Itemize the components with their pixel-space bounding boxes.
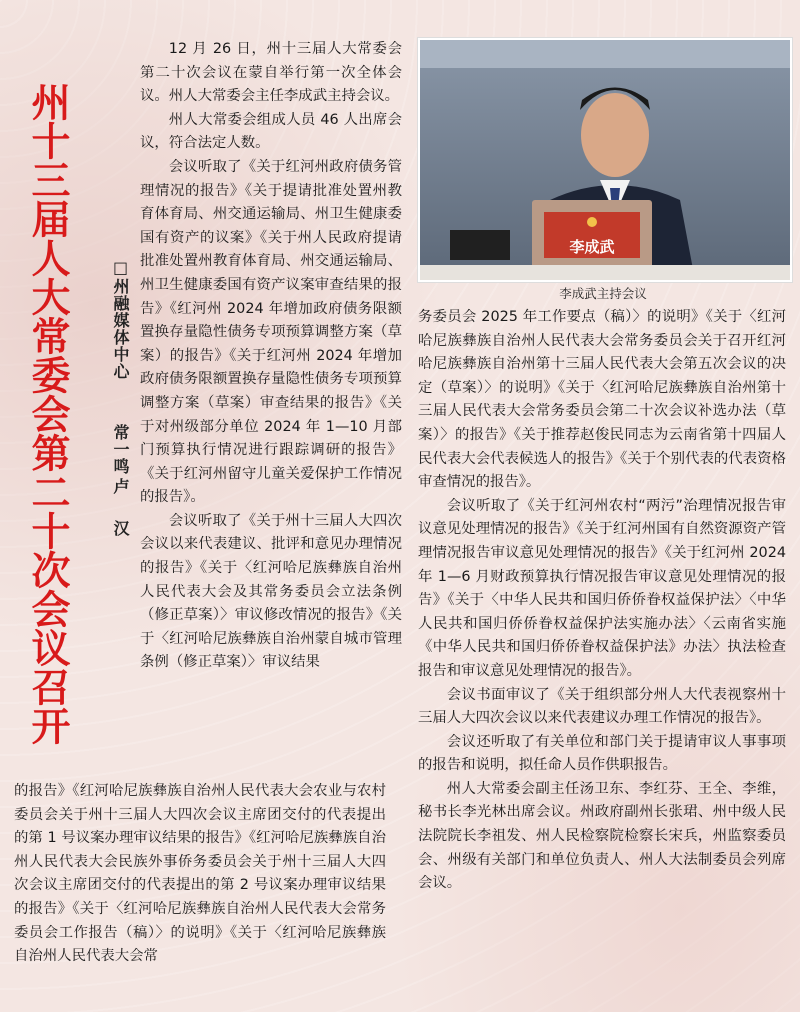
photo-caption: 李成武主持会议 [559,286,647,301]
paragraph: 务委员会 2025 年工作要点（稿）〉的说明》《关于〈红河哈尼族彝族自治州人民代表大会常务委员会关于召开红河哈尼族彝族自治州第十三届人民代表大会第五次会议的决定（草案）〉的说明》《关于〈红河哈尼族彝族自治州第十三届人民代表大会常务委员会第二十次会议补选办法（草案）〉的报告》《关于推荐赵俊民同志为云南省第十四届人民代表大会代表候选人的报告》《关于个别代表的代表资格审查情况的报告》。 [418,309,786,491]
paragraph: 会议还听取了有关单位和部门关于提请审议人事事项的报告和说明，拟任命人员作供职报告。 [418,733,786,774]
paragraph: 会议听取了《关于州十三届人大四次会议以来代表建议、批评和意见办理情况的报告》《关于〈红河哈尼族彝族自治州人民代表大会及其常务委员会立法条例（修正草案）〉审议修改情况的报告》《关于〈红河哈尼族彝族自治州蒙自城市管理条例（修正草案）〉审议结果 [140,512,402,671]
paragraph: 会议听取了《关于红河州政府债务管理情况的报告》《关于提请批准处置州教育体育局、州交通运输局、州卫生健康委国有资产的议案》《关于州人民政府提请批准处置州教育体育局、州交通运输局、州卫生健康委国有资产议案审查结果的报告》《红河州 2024 年增加政府债务限额置换存量隐性债务专项预算调整方案（草案）的报告》《关于红河州 2024 年增加政府债务限额置换存量隐性债务专项预算调整方案（草案）审查结果的报告》《关于对州级部分单位 2024 年 1—10 月部门预算执行情况进行跟踪调研的报告》《关于红河州留守儿童关爱保护工作情况的报告》。 [140,158,402,506]
paragraph: 州人大常委会组成人员 46 人出席会议，符合法定人数。 [140,111,402,152]
paragraph: 州人大常委会副主任汤卫东、李红芬、王全、李维，秘书长李光林出席会议。州政府副州长张珺、州中级人民法院院长李祖发、州人民检察院检察长宋兵，州监察委员会、州级有关部门和单位负责人、州人大法制委员会列席会议。 [418,780,786,892]
article-column-right [418,306,786,896]
page-title: 州十三届人大常委会第二十次会议召开 [25,82,70,745]
byline-author-1: 常一鸣 [111,424,130,475]
article-column-bottom: 的报告》《红河哈尼族彝族自治州人民代表大会农业与农村委员会关于州十三届人大四次会议主席团交付的代表提出的第 1 号议案办理审议结果的报告》《红河哈尼族彝族自治州人民代表大会民族外事侨务委员会关于州十三届人大四次会议主席团交付的代表提出的第 2 号议案办理审议结果的报告》《关于〈红河哈尼族彝族自治州人民代表大会常务委员会工作报告（稿）〉的说明》《关于〈红河哈尼族彝族自治州人民代表大会常 [14,783,386,965]
byline-author-2: 卢 [111,478,130,495]
paragraph: 会议听取了《关于红河州农村“两污”治理情况报告审议意见处理情况的报告》《关于红河州国有自然资源资产管理情况报告审议意见处理情况的报告》《关于红河州 2024 年 1—6 月财政预算执行情况报告审议意见处理情况的报告》《关于〈中华人民共和国归侨侨眷权益保护法〉〈中华人民共和国归侨侨眷权益保护法实施办法〉〈云南省实施《中华人民共和国归侨侨眷权益保护法》办法〉执法检查报告和审议意见处理情况的报告》。 [418,497,786,679]
paragraph: 会议书面审议了《关于组织部分州人大代表视察州十三届人大四次会议以来代表建议办理工作情况的报告》。 [418,686,786,727]
byline-source: □州融媒体中心 [111,258,130,380]
meeting-photo [418,38,792,282]
byline-author-3: 汉 [111,520,130,537]
paragraph: 12 月 26 日，州十三届人大常委会第二十次会议在蒙自举行第一次全体会议。州人大常委会主任李成武主持会议。 [140,41,402,105]
article-column-left [140,38,402,675]
nameplate-label: 李成武 [569,238,615,256]
